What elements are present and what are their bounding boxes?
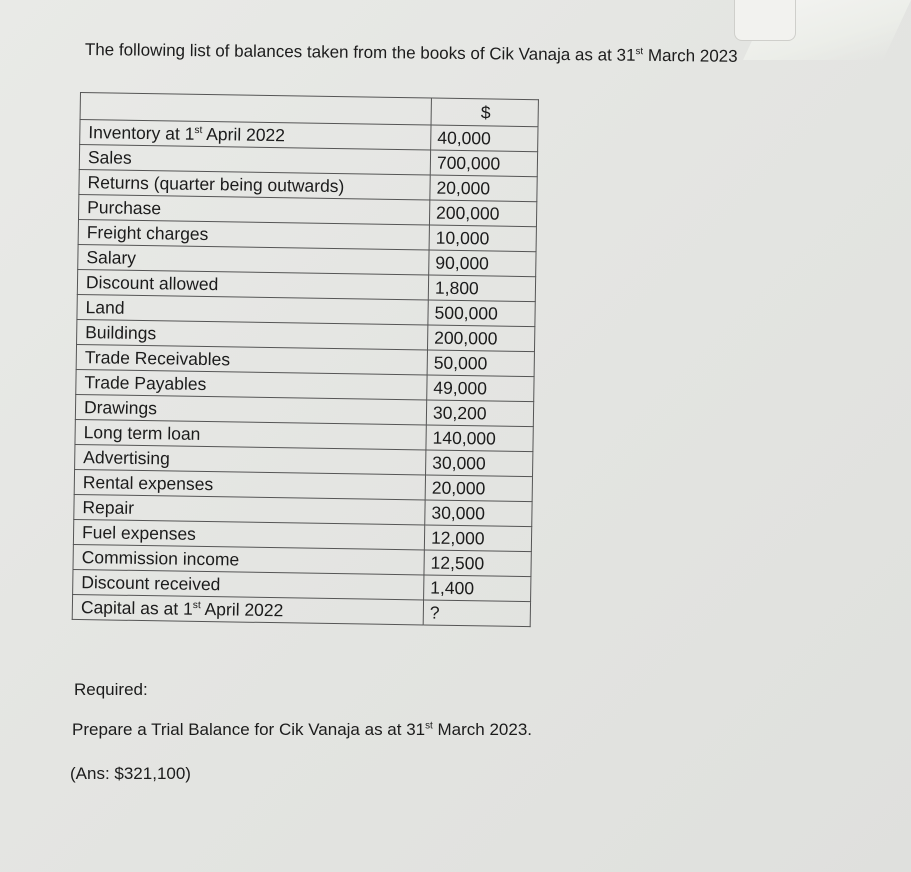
account-name [72,594,423,625]
account-amount: 50,000 [427,350,534,377]
account-amount: 140,000 [426,425,533,452]
intro-text-end: March 2023 [643,45,738,66]
account-amount: 30,000 [426,450,533,477]
account-name-text: Discount allowed [85,271,219,294]
account-name-suffix: April 2022 [202,123,286,145]
account-amount: 30,200 [426,400,533,427]
account-name-text: Rental expenses [82,471,214,494]
account-name-text: Inventory at 1 [88,121,195,144]
account-name-text: Advertising [83,446,170,468]
account-name-text: Land [85,296,125,318]
account-amount: 1,400 [424,575,531,602]
required-instruction-main: Prepare a Trial Balance for Cik Vanaja as at 31 [72,720,426,739]
account-name-text: Purchase [87,196,162,218]
required-instruction [72,720,532,740]
answer-text: (Ans: $321,100) [70,764,191,783]
account-name-text: Freight charges [86,221,209,244]
account-amount: 1,800 [428,275,535,302]
table-header-currency: $ [431,98,538,127]
account-amount: 200,000 [429,200,536,227]
account-amount: 10,000 [429,225,536,252]
account-amount: 20,000 [430,175,537,202]
account-name-text: Fuel expenses [81,521,197,544]
required-instruction-sup: st [425,720,433,732]
account-amount: 20,000 [425,475,532,502]
account-name-text: Salary [86,246,137,268]
account-name-text: Drawings [83,396,158,418]
account-name-sup: st [194,124,203,136]
account-name-suffix: April 2022 [200,598,284,620]
account-name-text: Long term loan [83,421,201,444]
account-amount: 200,000 [427,325,534,352]
account-name-text: Trade Receivables [84,346,231,369]
account-amount: 12,000 [424,525,531,552]
paper-clip [734,0,796,41]
account-name-text: Returns (quarter being outwards) [87,171,345,196]
account-amount: 12,500 [424,550,531,577]
account-name-text: Trade Payables [84,371,207,394]
account-amount: 40,000 [431,125,538,152]
account-amount: 500,000 [428,300,535,327]
account-name-text: Repair [82,496,135,518]
account-name-text: Commission income [81,546,240,570]
intro-text-sup: st [635,46,644,58]
balances-table [72,92,539,627]
account-amount: 30,000 [425,500,532,527]
account-name-sup: st [192,599,201,611]
account-amount: 90,000 [429,250,536,277]
account-name-text: Capital as at 1 [80,596,193,619]
account-amount: ? [423,600,530,627]
account-name-text: Discount received [81,571,221,594]
account-name-text: Buildings [85,321,157,343]
intro-text-main: The following list of balances taken from the books of Cik Vanaja as at 31 [84,40,636,65]
required-heading: Required: [74,680,148,699]
account-amount: 49,000 [427,375,534,402]
account-name-text: Sales [87,146,132,168]
required-instruction-end: March 2023. [432,720,533,739]
balances-table-wrap [72,92,532,627]
account-amount: 700,000 [430,150,537,177]
